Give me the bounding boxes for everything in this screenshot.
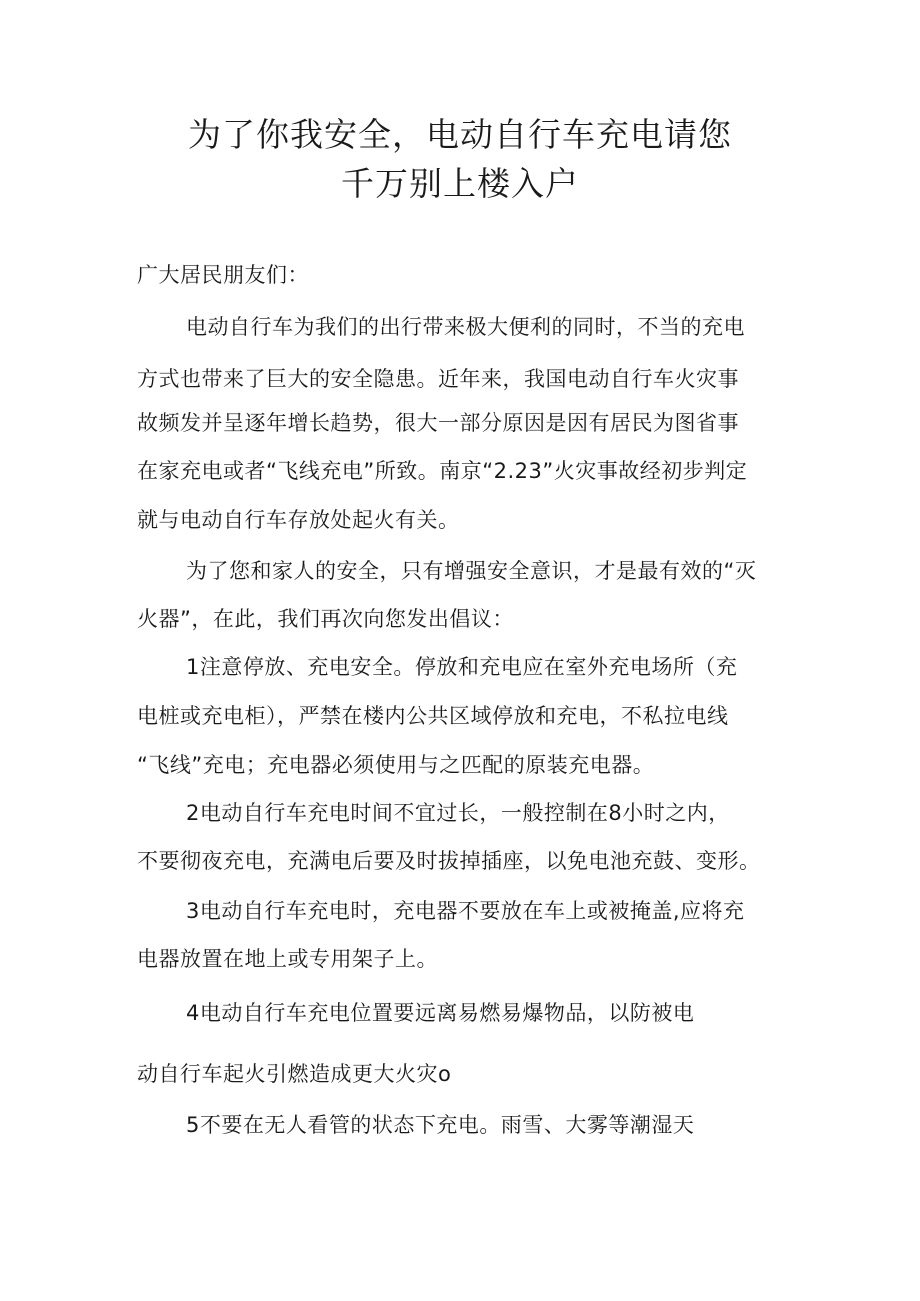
list-item-line: “飞线”充电；充电器必须使用与之匹配的原装充电器。	[137, 753, 655, 777]
paragraph-line: 在家充电或者“飞线充电”所致。南京“2.23”火灾事故经初步判定	[137, 459, 748, 483]
list-item-line: 电桩或充电柜），严禁在楼内公共区域停放和充电，不私拉电线	[137, 704, 729, 728]
list-item-line: 4电动自行车充电位置要远离易燃易爆物品，以防被电	[186, 1001, 695, 1025]
list-item-line: 2电动自行车充电时间不宜过长，一般控制在8小时之内，	[186, 801, 730, 825]
document-title-line-1: 为了你我安全，电动自行车充电请您	[188, 115, 732, 154]
paragraph-line: 故频发并呈逐年增长趋势，很大一部分原因是因有居民为图省事	[137, 411, 739, 435]
list-item-line: 不要彻夜充电，充满电后要及时拔掉插座，以免电池充鼓、变形。	[137, 849, 761, 873]
paragraph-line: 为了您和家人的安全，只有增强安全意识，才是最有效的“灭	[186, 559, 757, 583]
list-item-line: 3电动自行车充电时，充电器不要放在车上或被掩盖,应将充	[186, 899, 745, 923]
paragraph-line: 火器”，在此，我们再次向您发出倡议：	[137, 607, 514, 631]
list-item-line: 1注意停放、充电安全。停放和充电应在室外充电场所（充	[186, 655, 738, 679]
document-title-line-2: 千万别上楼入户	[341, 164, 579, 203]
list-item-line: 动自行车起火引燃造成更大火灾o	[137, 1062, 452, 1086]
greeting: 广大居民朋友们：	[137, 263, 309, 287]
paragraph-line: 电动自行车为我们的出行带来极大便利的同时，不当的充电	[186, 315, 745, 339]
paragraph-line: 方式也带来了巨大的安全隐患。近年来，我国电动自行车火灾事	[137, 367, 739, 391]
list-item-line: 电器放置在地上或专用架子上。	[137, 947, 438, 971]
list-item-line: 5不要在无人看管的状态下充电。雨雪、大雾等潮湿天	[186, 1113, 695, 1137]
paragraph-line: 就与电动自行车存放处起火有关。	[137, 508, 460, 532]
